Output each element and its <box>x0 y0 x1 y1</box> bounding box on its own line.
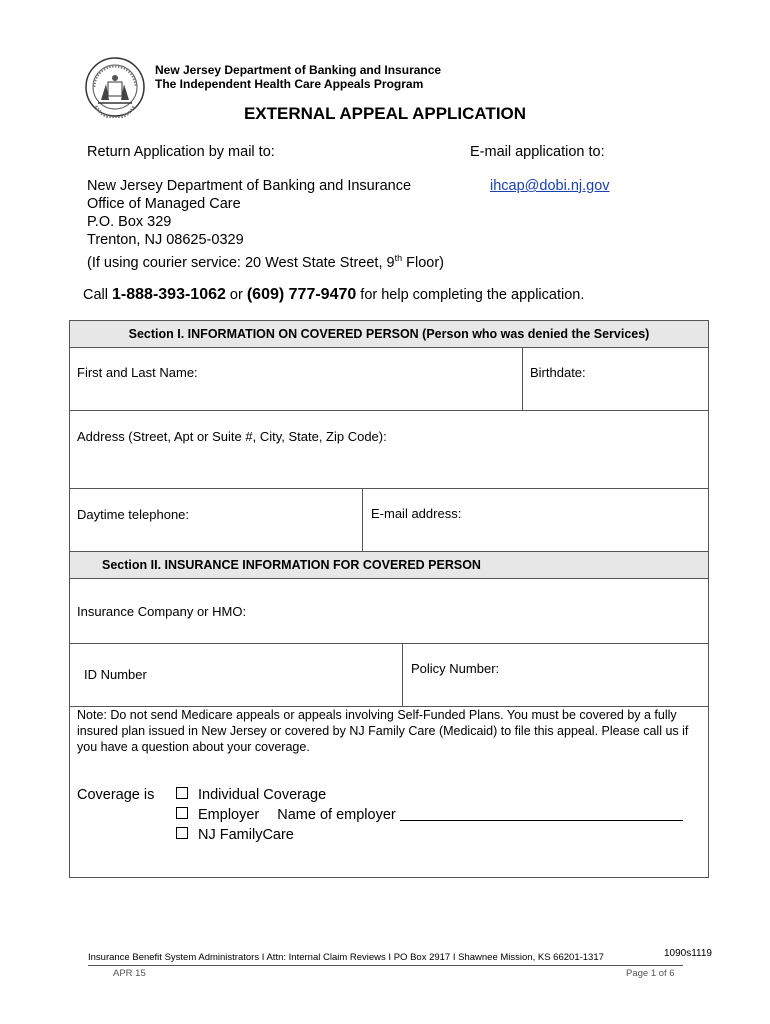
address-field-label: Address (Street, Apt or Suite #, City, State, Zip Code): <box>77 429 387 444</box>
familycare-checkbox[interactable] <box>176 827 188 839</box>
coverage-note: Note: Do not send Medicare appeals or appeals involving Self-Funded Plans. You must be covered by a fully insured plan issued in New Jersey or covered by NJ Family Care (Medicaid) to file this appeal. Please call us if you have a question about your coverage. <box>77 708 689 754</box>
email-link[interactable]: ihcap@dobi.nj.gov <box>490 178 610 194</box>
form-code: 1090s1119 <box>663 948 712 959</box>
email-field-label: E-mail address: <box>371 506 462 521</box>
help-suffix: for help completing the application. <box>356 287 585 303</box>
individual-label: Individual Coverage <box>198 787 327 803</box>
help-or: or <box>225 287 247 303</box>
agency-header <box>155 63 441 91</box>
mail-line-2: Office of Managed Care <box>87 196 241 212</box>
courier-prefix: (If using courier service: 20 West State Street, 9 <box>87 254 395 271</box>
agency-name: New Jersey Department of Banking and Insurance <box>155 63 442 77</box>
mail-line-3: P.O. Box 329 <box>87 214 172 230</box>
employer-label: Employer <box>198 807 260 823</box>
help-line <box>83 286 584 304</box>
footer-divider <box>88 965 683 966</box>
phone-local[interactable]: (609) 777-9470 <box>246 286 357 303</box>
phone-tollfree[interactable]: 1-888-393-1062 <box>112 286 226 303</box>
form-title: EXTERNAL APPEAL APPLICATION <box>243 104 527 123</box>
section1-heading: Section I. INFORMATION ON COVERED PERSON (Person who was denied the Services) <box>70 321 708 347</box>
mailing-address <box>87 177 444 272</box>
name-field-label: First and Last Name: <box>77 365 198 380</box>
phone-field-label: Daytime telephone: <box>77 507 190 522</box>
employer-name-line[interactable] <box>400 808 683 821</box>
mail-line-4: Trenton, NJ 08625-0329 <box>87 232 244 248</box>
courier-line <box>87 249 444 272</box>
revision-date: APR 15 <box>113 968 146 979</box>
option-family[interactable] <box>176 827 294 843</box>
footer-address: Insurance Benefit System Administrators I Attn: Internal Claim Reviews I PO Box 2917 I Shawnee Mission, KS 66201-1317 <box>88 952 604 963</box>
email-label: E-mail application to: <box>470 144 605 160</box>
courier-sup: th <box>394 253 403 263</box>
appeal-form <box>69 320 709 878</box>
policy-number-field-label: Policy Number: <box>411 661 500 676</box>
individual-checkbox[interactable] <box>176 787 188 799</box>
familycare-label: NJ FamilyCare <box>198 827 294 843</box>
employer-name-label: Name of employer <box>277 807 396 823</box>
section2-heading: Section II. INSURANCE INFORMATION FOR COVERED PERSON <box>70 552 708 578</box>
help-call: Call <box>83 287 113 303</box>
coverage-label: Coverage is <box>77 787 155 803</box>
option-employer[interactable] <box>176 807 683 823</box>
page-number: Page 1 of 6 <box>626 968 675 979</box>
id-number-field-label: ID Number <box>84 667 147 682</box>
program-name: The Independent Health Care Appeals Program <box>155 77 424 91</box>
option-individual[interactable] <box>176 787 326 803</box>
mail-line-1: New Jersey Department of Banking and Insurance <box>87 178 412 194</box>
mail-label: Return Application by mail to: <box>87 144 275 160</box>
courier-suffix: Floor) <box>402 254 445 271</box>
birthdate-field-label: Birthdate: <box>530 365 586 380</box>
employer-checkbox[interactable] <box>176 807 188 819</box>
insurer-field-label: Insurance Company or HMO: <box>77 604 247 619</box>
